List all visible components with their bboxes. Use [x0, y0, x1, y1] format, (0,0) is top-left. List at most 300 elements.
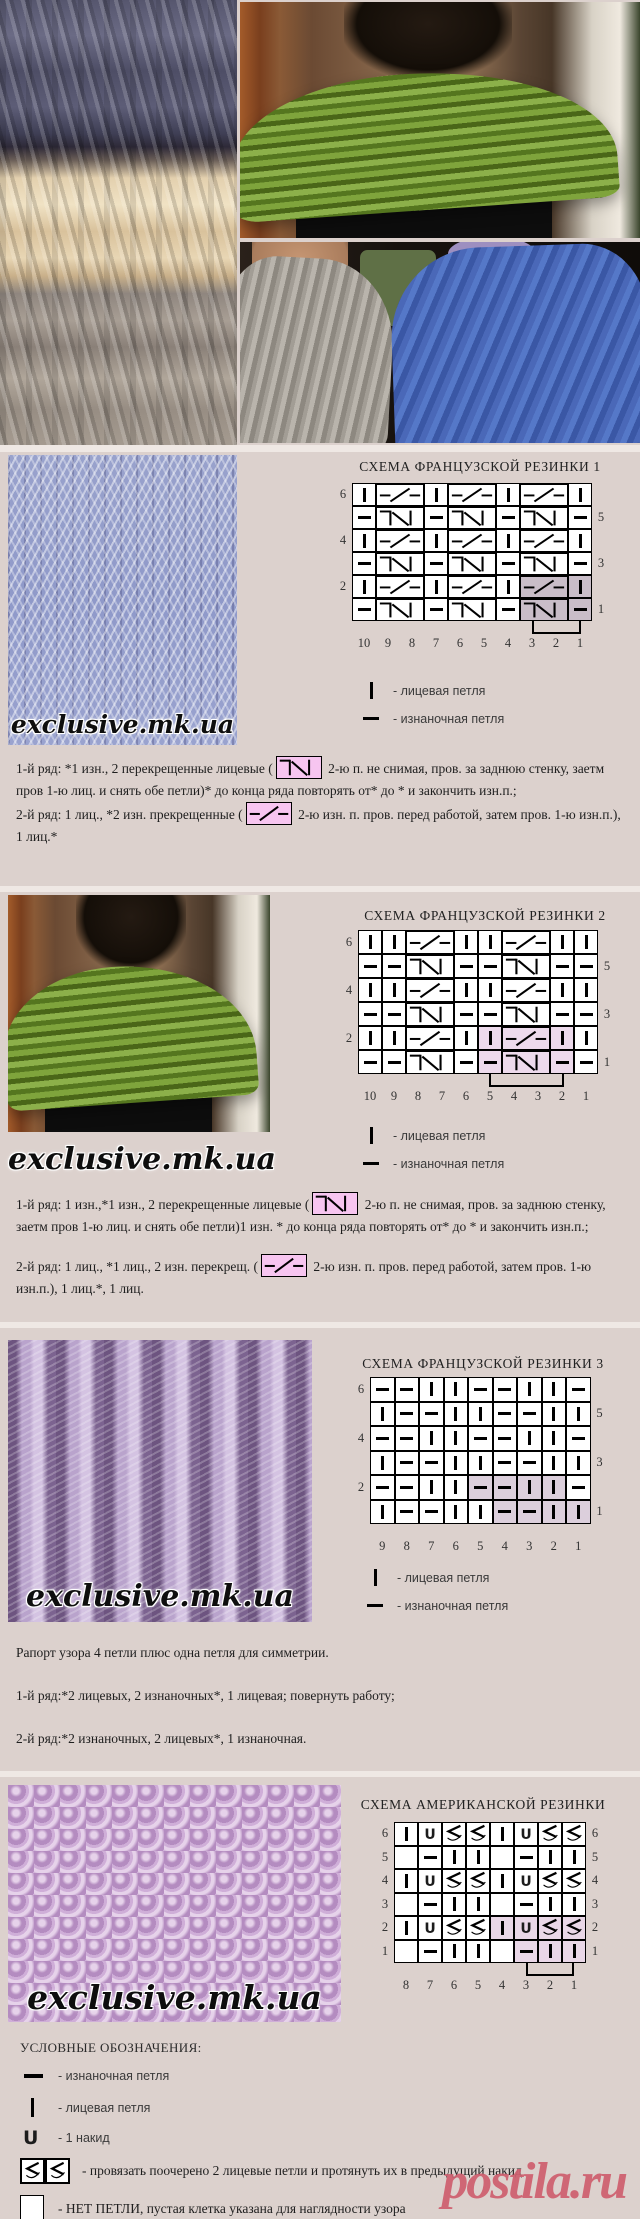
knit-stitch-icon: [549, 1850, 552, 1864]
instruction-text: Рапорт узора 4 петли плюс одна петля для симметрии.: [16, 1645, 329, 1660]
knitting-chart-1: [334, 483, 610, 651]
knit-stitch-icon: [585, 983, 588, 997]
knit-stitch-icon: [561, 1031, 564, 1045]
chart-cell: [550, 978, 574, 1002]
column-number: 5: [474, 1978, 482, 1992]
purl-stitch-icon: [424, 1903, 437, 1906]
chart-cell: [496, 529, 520, 552]
purl-stitch-icon: [400, 1461, 413, 1464]
knit-stitch-icon: [363, 488, 366, 502]
chart-cell: [538, 1846, 562, 1870]
column-number: 10: [363, 1089, 377, 1103]
chart-cell: [370, 1402, 395, 1427]
chart-cell: [538, 1869, 562, 1893]
row-number: 5: [597, 510, 605, 524]
photo-detail: [389, 242, 640, 443]
row-number: [334, 552, 352, 575]
knit-stitch-icon: [501, 1921, 504, 1935]
swatch-photo-french-rib-2: [8, 895, 270, 1132]
chart-cell: [493, 1475, 518, 1500]
chart-cell: [562, 1846, 586, 1870]
purl-stitch-icon: [367, 1604, 383, 1607]
chart-cell: [370, 1500, 395, 1525]
knit-stitch-icon: [479, 1505, 482, 1519]
chart-cell: [352, 529, 376, 552]
column-number: 5: [480, 636, 488, 650]
knit-stitch-icon: [489, 935, 492, 949]
purl-stitch-icon: [556, 1013, 569, 1016]
column-number: 7: [432, 636, 440, 650]
row-number: 5: [381, 1849, 389, 1864]
chart-cell: [517, 1500, 542, 1525]
chart-cell: [454, 1002, 478, 1026]
knit-stitch-icon: [393, 983, 396, 997]
knit-stitch-icon: [405, 1827, 408, 1841]
chart-cell: [496, 598, 520, 621]
knit-through-yarnover-icon: [539, 1917, 561, 1939]
legend-item: [360, 1154, 504, 1173]
column-number: 6: [462, 1089, 470, 1103]
chart-cell: [352, 598, 376, 621]
purl-stitch-icon: [520, 1856, 533, 1859]
chart-cell: [562, 1822, 586, 1846]
purl-stitch-icon: [498, 1510, 511, 1513]
row-number: 5: [596, 1406, 603, 1421]
chart-cell: [394, 1893, 418, 1917]
purl-stitch-icon: [556, 965, 569, 968]
chart-cell: [454, 1026, 478, 1050]
chart-cell: [358, 1026, 382, 1050]
chart-cell: [424, 529, 448, 552]
chart-cell: [566, 1402, 591, 1427]
row-number: 3: [597, 556, 605, 570]
purl-stitch-icon: [460, 1061, 473, 1064]
row-number: 4: [591, 1873, 599, 1888]
chart-cell: [514, 1822, 538, 1846]
chart-cell: [502, 930, 550, 954]
inline-crossed-purl-pair-icon: [246, 802, 292, 825]
chart-title-4: СХЕМА АМЕРИКАНСКОЙ РЕЗИНКИ: [360, 1797, 606, 1812]
chart-cell: [444, 1500, 469, 1525]
knit-stitch-icon: [507, 580, 510, 594]
knit-stitch-icon: [573, 1944, 576, 1958]
chart-cell: [468, 1475, 493, 1500]
purl-stitch-icon: [574, 516, 587, 519]
row-number: [334, 598, 352, 621]
chart-cell: [444, 1402, 469, 1427]
purl-stitch-icon: [430, 608, 443, 611]
chart-cell: [395, 1402, 420, 1427]
legend-label: - изнаночная петля: [393, 1156, 505, 1171]
knit-stitch-icon: [453, 1944, 456, 1958]
chart-cell: [568, 506, 592, 529]
purl-stitch-icon: [572, 1388, 585, 1391]
yarnover-icon: U: [520, 1873, 532, 1890]
knit-stitch-icon: [435, 580, 438, 594]
chart-cell: [568, 552, 592, 575]
row-number: [598, 1026, 616, 1050]
knit-stitch-icon: [454, 1382, 457, 1396]
chart-cell: [394, 1846, 418, 1870]
purl-stitch-icon: [498, 1437, 511, 1440]
crossed-purl-pair-icon: [521, 577, 567, 597]
knit-through-yarnover-icon: [563, 1823, 585, 1845]
legend-item: [360, 1126, 504, 1145]
chart-cell: [424, 483, 448, 506]
purl-stitch-icon: [400, 1510, 413, 1513]
row-number: 6: [591, 1826, 599, 1841]
purl-stitch-icon: [474, 1437, 487, 1440]
chart-cell: [493, 1451, 518, 1476]
purl-stitch-icon: [400, 1412, 413, 1415]
knit-through-yarnover-icon: [467, 1917, 489, 1939]
row-number: 6: [339, 487, 347, 501]
symbols-key-label: - лицевая петля: [58, 2100, 151, 2115]
chart-cell: [574, 930, 598, 954]
column-number: 4: [504, 636, 512, 650]
repeat-bracket: [532, 621, 581, 634]
row-number: 2: [339, 579, 347, 593]
column-number: 7: [438, 1089, 446, 1103]
legend-label: - изнаночная петля: [397, 1598, 509, 1613]
column-number: 5: [486, 1089, 494, 1103]
knit-stitch-icon: [579, 534, 582, 548]
row-number: [592, 529, 610, 552]
chart-cell: [418, 1893, 442, 1917]
chart-cell: [406, 930, 454, 954]
chart-cell: [376, 529, 424, 552]
column-number: 5: [477, 1539, 484, 1553]
knit-through-yarnover-icon: [443, 1917, 465, 1939]
legend-label: - изнаночная петля: [393, 711, 505, 726]
section-divider: [0, 1771, 640, 1777]
knit-stitch-icon: [454, 1456, 457, 1470]
instruction-text: 2-й ряд:*2 изнаночных, 2 лицевых*, 1 изнаночная.: [16, 1731, 307, 1746]
chart-cell: [382, 978, 406, 1002]
crossed-purl-pair-icon: [377, 577, 423, 597]
column-number: 1: [575, 1539, 582, 1553]
purl-stitch-icon: [520, 1903, 533, 1906]
row-number: 2: [591, 1920, 599, 1935]
crossed-purl-pair-icon: [377, 485, 423, 505]
chart-cell: [502, 1026, 550, 1050]
purl-stitch-icon: [523, 1461, 536, 1464]
crossed-knit-pair-icon: [407, 1052, 453, 1073]
chart-cell: [418, 1869, 442, 1893]
swatch-photo-french-rib-1: [8, 455, 237, 745]
crossed-purl-pair-icon: [521, 531, 567, 551]
knitting-chart-4: [376, 1822, 604, 1993]
knit-stitch-icon: [477, 1897, 480, 1911]
knit-stitch-icon: [393, 1031, 396, 1045]
chart-cell: [478, 1026, 502, 1050]
instruction-text: 1-й ряд:*2 лицевых, 2 изнаночных*, 1 лицевая; повернуть работу;: [16, 1688, 395, 1703]
column-number: 2: [552, 636, 560, 650]
column-number: 1: [570, 1978, 578, 1992]
knit-stitch-icon: [430, 1431, 433, 1445]
chart-cell: [382, 1050, 406, 1074]
chart-cell: [394, 1940, 418, 1964]
crossed-purl-pair-icon: [449, 485, 495, 505]
chart-cell: [454, 978, 478, 1002]
column-number: 7: [428, 1539, 435, 1553]
knit-stitch-icon: [479, 1407, 482, 1421]
crossed-purl-pair-icon: [449, 531, 495, 551]
inline-crossed-knit-pair-icon: [312, 1192, 358, 1215]
knit-stitch-icon: [430, 1480, 433, 1494]
knit-stitch-icon: [405, 1874, 408, 1888]
chart-cell: [566, 1451, 591, 1476]
no-stitch-icon: [20, 2195, 44, 2219]
chart-cell: [490, 1869, 514, 1893]
section-divider: [0, 1322, 640, 1328]
knit-through-yarnover-icon: [467, 1823, 489, 1845]
chart-cell: [568, 575, 592, 598]
chart-cell: [568, 529, 592, 552]
instruction-text: 2-й ряд: 1 лиц., *2 изн. прекрещенные ( 2-ю изн. п. пров. перед работой, затем пров. 1-ю изн.п.), 1 лиц.*: [16, 802, 622, 848]
knit-stitch-icon: [549, 1944, 552, 1958]
row-number: 2: [381, 1920, 389, 1935]
chart-cell: [520, 598, 568, 621]
instructions-3: [16, 1642, 616, 1750]
crossed-knit-pair-icon: [377, 600, 423, 620]
chart-cell: [376, 552, 424, 575]
chart-cell: [376, 575, 424, 598]
knit-stitch-icon: [579, 580, 582, 594]
symbols-key-label: - провязать поочерено 2 лицевые петли и протянуть их в предыдущий накид: [82, 2163, 522, 2178]
chart-cell: [538, 1940, 562, 1964]
crossed-purl-pair-icon: [503, 932, 549, 953]
knit-through-yarnover-icon: [22, 2160, 43, 2182]
row-number: 6: [357, 1381, 365, 1396]
chart-cell: [493, 1500, 518, 1525]
row-number: [340, 1050, 358, 1074]
purl-stitch-icon: [484, 1061, 497, 1064]
purl-stitch-icon: [358, 562, 371, 565]
chart-cell: [442, 1916, 466, 1940]
purl-stitch-icon: [498, 1388, 511, 1391]
chart-cell: [550, 1026, 574, 1050]
watermark-exclusive: exclusive.mk.ua: [8, 1142, 276, 1177]
instruction-text: 2-й ряд: 1 лиц., *1 лиц., 2 изн. перекрещ. ( 2-ю изн. п. пров. перед работой, затем пров. 1-ю изн.п.), 1 лиц.*, 1 лиц.: [16, 1254, 608, 1300]
chart-cell: [468, 1451, 493, 1476]
chart-cell: [418, 1940, 442, 1964]
purl-stitch-icon: [523, 1412, 536, 1415]
row-number: [340, 954, 358, 978]
purl-stitch-icon: [388, 1061, 401, 1064]
chart-cell: [466, 1869, 490, 1893]
chart-cell: [466, 1916, 490, 1940]
crossed-knit-pair-icon: [449, 554, 495, 574]
knitting-chart-2: [340, 930, 616, 1104]
chart-cell: [562, 1916, 586, 1940]
chart-cell: [502, 1050, 550, 1074]
chart-cell: [538, 1916, 562, 1940]
row-number: [592, 483, 610, 506]
chart-cell: [448, 529, 496, 552]
purl-stitch-icon: [572, 1437, 585, 1440]
chart-cell: [493, 1402, 518, 1427]
chart-cell: [490, 1822, 514, 1846]
legend-label: - лицевая петля: [393, 1128, 486, 1143]
chart-title-3: СХЕМА ФРАНЦУЗСКОЙ РЕЗИНКИ 3: [362, 1356, 604, 1371]
chart-cell: [538, 1893, 562, 1917]
column-number: 7: [426, 1978, 434, 1992]
chart-cell: [448, 483, 496, 506]
row-number: [592, 575, 610, 598]
yarnover-icon: U: [424, 1920, 436, 1937]
chart-cell: [382, 1002, 406, 1026]
crossed-knit-pair-icon: [521, 508, 567, 528]
chart-cell: [514, 1916, 538, 1940]
yarnover-icon: U: [23, 2127, 39, 2149]
chart-cell: [358, 1050, 382, 1074]
chart-cell: [419, 1451, 444, 1476]
row-number: [591, 1475, 609, 1500]
row-number: 6: [345, 934, 353, 949]
crossed-purl-pair-icon: [407, 980, 453, 1001]
crossed-knit-pair-icon: [503, 1004, 549, 1025]
knit-stitch-icon: [435, 534, 438, 548]
chart-cell: [442, 1846, 466, 1870]
knit-stitch-icon: [374, 1569, 377, 1586]
knit-stitch-icon: [477, 1944, 480, 1958]
knit-stitch-icon: [454, 1480, 457, 1494]
knit-stitch-icon: [577, 1407, 580, 1421]
chart-cell: [566, 1500, 591, 1525]
chart-cell: [478, 978, 502, 1002]
collage-photo-two-cowls: [240, 242, 640, 443]
purl-stitch-icon: [425, 1461, 438, 1464]
crossed-purl-pair-icon: [521, 485, 567, 505]
chart-cell: [406, 954, 454, 978]
yarnover-icon: U: [520, 1920, 532, 1937]
chart-cell: [478, 1002, 502, 1026]
column-number: 6: [456, 636, 464, 650]
chart-cell: [542, 1402, 567, 1427]
purl-stitch-icon: [498, 1461, 511, 1464]
symbols-key-item: [20, 2069, 522, 2083]
crossed-knit-pair-icon: [449, 508, 495, 528]
purl-stitch-icon: [484, 965, 497, 968]
crossed-knit-pair-icon: [503, 956, 549, 977]
purl-stitch-icon: [474, 1388, 487, 1391]
column-number: 4: [498, 1978, 506, 1992]
chart-cell: [424, 506, 448, 529]
chart-cell: [550, 1002, 574, 1026]
column-number: 8: [403, 1539, 410, 1553]
knit-stitch-icon: [454, 1407, 457, 1421]
knit-through-yarnover-icon: [443, 1870, 465, 1892]
chart-cell: [424, 575, 448, 598]
purl-stitch-icon: [400, 1388, 413, 1391]
instruction-text: 1-й ряд: *1 изн., 2 перекрещенные лицевые ( 2-ю п. не снимая, пров. за заднюю стенку, заетм пров 1-ю лиц. и снять обе петли)* до конца ряда повторять от* до * и закончить изн.п.;: [16, 756, 622, 802]
chart-cell: [419, 1402, 444, 1427]
knit-stitch-icon: [363, 580, 366, 594]
symbols-key-label: - изнаночная петля: [58, 2069, 170, 2083]
crossed-knit-pair-icon: [313, 1193, 357, 1214]
column-number: 1: [576, 636, 584, 650]
chart-cell: [490, 1916, 514, 1940]
chart-cell: [520, 483, 568, 506]
crossed-purl-pair-icon: [407, 1028, 453, 1049]
row-number: 4: [357, 1430, 365, 1445]
chart-cell: [574, 1002, 598, 1026]
inline-crossed-purl-pair-icon: [261, 1254, 307, 1277]
chart-cell: [496, 575, 520, 598]
chart-cell: [566, 1377, 591, 1402]
row-number: 3: [603, 1006, 611, 1021]
instructions-2: [16, 1192, 608, 1300]
chart-cell: [418, 1822, 442, 1846]
yarnover-icon: U: [424, 1826, 436, 1843]
knit-stitch-icon: [579, 488, 582, 502]
chart-cell: [376, 483, 424, 506]
photo-detail: [8, 957, 259, 1112]
chart-title-1: СХЕМА ФРАНЦУЗСКОЙ РЕЗИНКИ 1: [359, 459, 601, 474]
knit-stitch-icon: [585, 1031, 588, 1045]
column-number: 3: [526, 1539, 533, 1553]
chart-cell: [514, 1869, 538, 1893]
knit-stitch-icon: [489, 983, 492, 997]
chart-cell: [493, 1377, 518, 1402]
knit-through-yarnover-icon: [539, 1870, 561, 1892]
crossed-purl-pair-icon: [247, 803, 291, 824]
chart-cell: [352, 575, 376, 598]
chart-legend-1: [360, 681, 504, 737]
crossed-knit-pair-icon: [377, 554, 423, 574]
chart-cell: [568, 598, 592, 621]
column-number: 9: [390, 1089, 398, 1103]
chart-cell: [448, 506, 496, 529]
chart-cell: [352, 483, 376, 506]
watermark-postila: postila.ru: [442, 2153, 626, 2210]
chart-cell: [444, 1377, 469, 1402]
chart-cell: [502, 1002, 550, 1026]
purl-stitch-icon: [556, 1061, 569, 1064]
chart-legend-3: [364, 1568, 508, 1624]
chart-cell: [468, 1402, 493, 1427]
knit-stitch-icon: [549, 1897, 552, 1911]
purl-stitch-icon: [364, 1013, 377, 1016]
chart-cell: [358, 930, 382, 954]
chart-cell: [395, 1426, 420, 1451]
chart-cell: [454, 1050, 478, 1074]
chart-cell: [566, 1475, 591, 1500]
chart-cell: [370, 1475, 395, 1500]
no-stitch-icon: [20, 2158, 45, 2184]
purl-stitch-icon: [358, 608, 371, 611]
chart-cell: [468, 1500, 493, 1525]
purl-stitch-icon: [430, 516, 443, 519]
purl-stitch-icon: [502, 516, 515, 519]
chart-cell: [566, 1426, 591, 1451]
row-number: 6: [381, 1826, 389, 1841]
knit-stitch-icon: [585, 935, 588, 949]
chart-cell: [406, 1002, 454, 1026]
chart-cell: [444, 1426, 469, 1451]
chart-cell: [448, 575, 496, 598]
yarnover-icon: U: [424, 1873, 436, 1890]
chart-title-2: СХЕМА ФРАНЦУЗСКОЙ РЕЗИНКИ 2: [364, 908, 606, 923]
chart-cell: [493, 1426, 518, 1451]
knit-stitch-icon: [369, 935, 372, 949]
photo-detail: [240, 60, 620, 223]
knit-stitch-icon: [501, 1827, 504, 1841]
knit-through-yarnover-icon: [47, 2160, 68, 2182]
collage-photo-green-cowl: [240, 2, 640, 238]
knit-stitch-icon: [363, 534, 366, 548]
